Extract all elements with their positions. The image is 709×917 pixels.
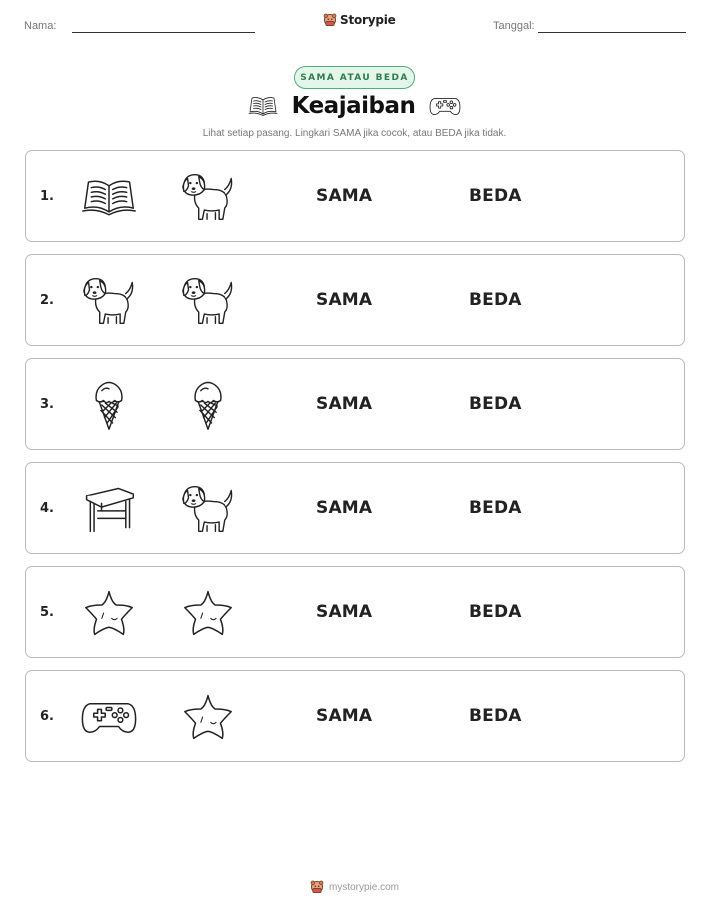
different-option[interactable]: BEDA [469,706,522,726]
name-label: Nama: [24,20,57,32]
ice-cream-icon [79,377,139,433]
question-row-2 [25,254,685,346]
star-icon [79,585,139,641]
question-number: 6. [40,709,54,724]
badge-label: SAMA ATAU BEDA [300,72,409,83]
book-icon [248,95,278,117]
different-option[interactable]: BEDA [469,394,522,414]
question-row-3 [25,358,685,450]
question-row-5 [25,566,685,658]
date-label: Tanggal: [493,20,535,32]
book-icon [79,169,139,225]
dog-icon [178,273,238,329]
same-option[interactable]: SAMA [316,706,373,726]
brand-name: Storypie [340,13,396,27]
dog-icon [79,273,139,329]
page-title: Keajaiban [291,93,416,119]
desk-icon [79,481,139,537]
footer [0,880,709,894]
different-option[interactable]: BEDA [469,498,522,518]
title-row [0,93,709,119]
different-option[interactable]: BEDA [469,186,522,206]
name-blank-line[interactable] [72,32,255,33]
question-row-1 [25,150,685,242]
mascot-icon [310,880,324,894]
question-row-6 [25,670,685,762]
dog-icon [178,481,238,537]
question-number: 2. [40,293,54,308]
star-icon [178,689,238,745]
brand-logo [323,13,396,27]
star-icon [178,585,238,641]
footer-url[interactable]: mystorypie.com [328,881,399,893]
date-blank-line[interactable] [538,32,686,33]
same-option[interactable]: SAMA [316,498,373,518]
dog-icon [178,169,238,225]
gamepad-icon [429,95,461,117]
mascot-icon [323,13,337,27]
same-option[interactable]: SAMA [316,602,373,622]
ice-cream-icon [178,377,238,433]
same-option[interactable]: SAMA [316,394,373,414]
instructions: Lihat setiap pasang. Lingkari SAMA jika cocok, atau BEDA jika tidak. [202,128,507,139]
different-option[interactable]: BEDA [469,290,522,310]
question-row-4 [25,462,685,554]
same-option[interactable]: SAMA [316,290,373,310]
question-number: 3. [40,397,54,412]
question-number: 1. [40,189,54,204]
different-option[interactable]: BEDA [469,602,522,622]
question-number: 4. [40,501,54,516]
question-number: 5. [40,605,54,620]
worksheet-type-badge [294,66,415,89]
same-option[interactable]: SAMA [316,186,373,206]
gamepad-icon [79,689,139,745]
